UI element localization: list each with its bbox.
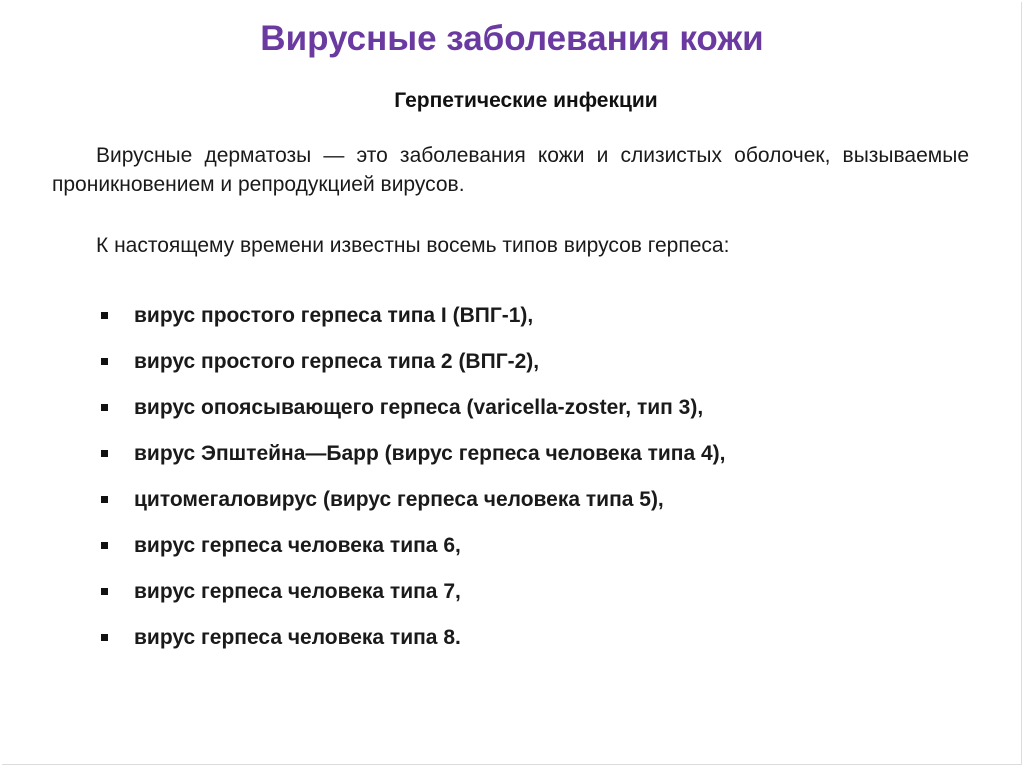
slide-border-bottom — [2, 764, 1022, 765]
slide-title: Вирусные заболевания кожи — [260, 19, 764, 58]
intro-paragraph: К настоящему времени известны восемь типов вирусов герпеса: — [96, 234, 730, 257]
list-item-text: вирус герпеса человека типа 6, — [134, 534, 461, 557]
list-item-text: цитомегаловирус (вирус герпеса человека типа 5), — [134, 488, 664, 511]
list-item-text: вирус герпеса человека типа 8. — [134, 626, 461, 649]
square-bullet-icon — [101, 404, 108, 411]
list-item-text: вирус Эпштейна—Барр (вирус герпеса человека типа 4), — [134, 442, 726, 465]
square-bullet-icon — [101, 496, 108, 503]
list-item-text: вирус простого герпеса типа I (ВПГ-1), — [134, 304, 534, 327]
square-bullet-icon — [101, 312, 108, 319]
list-item-text: вирус простого герпеса типа 2 (ВПГ-2), — [134, 350, 540, 373]
list-item-text: вирус опоясывающего герпеса (varicella-zoster, тип 3), — [134, 396, 704, 419]
square-bullet-icon — [101, 542, 108, 549]
square-bullet-icon — [101, 450, 108, 457]
list-item-text: вирус герпеса человека типа 7, — [134, 580, 461, 603]
slide-subtitle: Герпетические инфекции — [394, 89, 658, 112]
definition-paragraph: Вирусные дерматозы — это заболевания кожи и слизистых оболочек, вызываемые проникновением и репродукцией вирусов. — [52, 144, 969, 196]
slide-border-right — [1021, 2, 1022, 765]
square-bullet-icon — [101, 358, 108, 365]
square-bullet-icon — [101, 588, 108, 595]
square-bullet-icon — [101, 634, 108, 641]
